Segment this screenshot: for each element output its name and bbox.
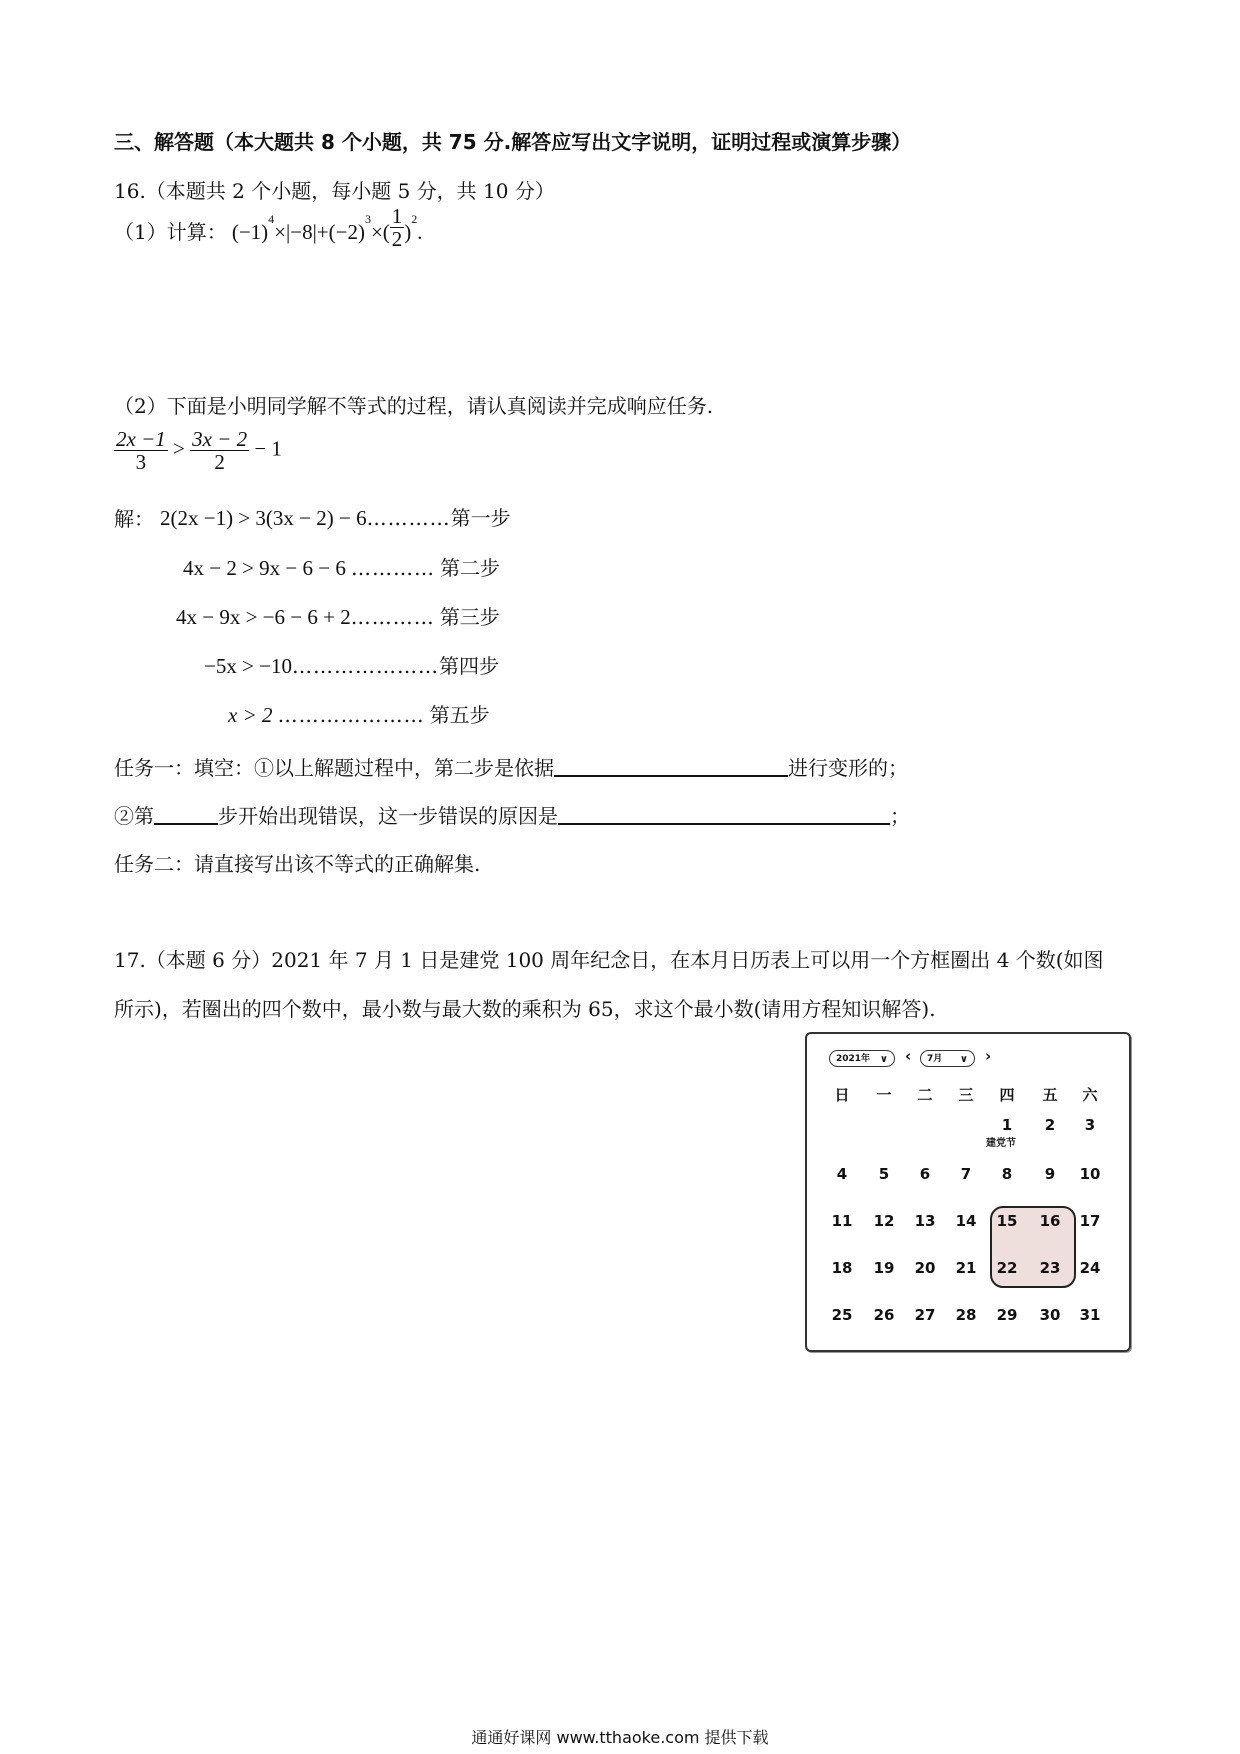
calendar-day: 9 (1044, 1165, 1056, 1183)
calendar-day: 3 (1084, 1116, 1096, 1134)
weekday-label: 六 (1082, 1086, 1098, 1104)
calendar-day: 7 (960, 1165, 972, 1183)
calendar-day: 28 (955, 1306, 977, 1324)
calendar-day: 11 (831, 1212, 853, 1230)
blank-step-number[interactable] (154, 803, 218, 825)
chevron-right-icon: › (985, 1047, 992, 1065)
blank-error-reason[interactable] (558, 803, 890, 825)
weekday-label: 四 (999, 1086, 1015, 1104)
q16-header: 16.（本题共 2 个小题，每小题 5 分，共 10 分） (114, 179, 555, 203)
calendar-day: 5 (878, 1165, 890, 1183)
calendar-day: 17 (1079, 1212, 1101, 1230)
step-2: 4x − 2 > 9x − 6 − 6 ………… 第二步 (183, 556, 501, 580)
calendar-day: 24 (1079, 1259, 1101, 1277)
calendar-day: 25 (831, 1306, 853, 1324)
calendar-day: 18 (831, 1259, 853, 1277)
q17-line2: 所示)，若圈出的四个数中，最小数与最大数的乘积为 65，求这个最小数(请用方程知识解答). (114, 997, 936, 1021)
month-select: 7月 ∨ (920, 1050, 975, 1067)
inequality: $\frac{2x -1}{3}$ > $\frac{3x - 2}{2}$ − 1 (116, 427, 282, 475)
calendar-day: 31 (1079, 1306, 1101, 1324)
calendar-day: 1 (1001, 1116, 1013, 1134)
weekday-label: 五 (1042, 1086, 1058, 1104)
step-1: 2(2x −1) > 3(3x − 2) − 6…………第一步 (160, 506, 511, 530)
weekday-label: 三 (958, 1086, 974, 1104)
step-4: −5x > −10…………………第四步 (204, 654, 500, 678)
footer-text: 通通好课网 www.tthaoke.com 提供下载 (471, 1728, 769, 1747)
chevron-left-icon: ‹ (905, 1047, 912, 1065)
q17-line1: 17.（本题 6 分）2021 年 7 月 1 日是建党 100 周年纪念日，在本月日历表上可以用一个方框圈出 4 个数(如图 (114, 948, 1104, 972)
calendar-day: 2 (1044, 1116, 1056, 1134)
step-5: x > 2 ………………… 第五步 (228, 703, 490, 727)
q16-part1 (114, 203, 423, 251)
blank-basis[interactable] (554, 755, 788, 777)
weekday-label: 日 (834, 1086, 850, 1104)
calendar-day: 4 (836, 1165, 848, 1183)
calendar-day: 29 (996, 1306, 1018, 1324)
calendar-day: 19 (873, 1259, 895, 1277)
solve-label: 解： (114, 507, 154, 531)
calendar-day: 21 (955, 1259, 977, 1277)
section-heading: 三、解答题（本大题共 8 个小题，共 75 分.解答应写出文字说明，证明过程或演算步骤） (114, 130, 912, 154)
calendar-day: 12 (873, 1212, 895, 1230)
calendar-day: 30 (1039, 1306, 1061, 1324)
calendar-day: 13 (914, 1212, 936, 1230)
year-select: 2021年 ∨ (829, 1050, 895, 1067)
calendar-day: 26 (873, 1306, 895, 1324)
step-3: 4x − 9x > −6 − 6 + 2………… 第三步 (176, 605, 500, 629)
weekday-label: 二 (917, 1086, 933, 1104)
q16-part1-expression: $(-1)^4\times|-8|+(-2)^3\times$( $\frac{1}{2}$ )$^2$. (231, 203, 423, 251)
task1-line-a: 任务一：填空：①以上解题过程中，第二步是依据 进行变形的； (114, 756, 908, 780)
task2-line: 任务二：请直接写出该不等式的正确解集. (114, 852, 481, 876)
calendar-day: 27 (914, 1306, 936, 1324)
q16-part2-intro: （2）下面是小明同学解不等式的过程，请认真阅读并完成响应任务. (114, 394, 714, 418)
calendar-day: 15 (996, 1212, 1018, 1230)
q16-part1-label: （1）计算： (114, 220, 227, 244)
calendar-day: 14 (955, 1212, 977, 1230)
calendar-day: 16 (1039, 1212, 1061, 1230)
task1-line-b: ②第 步开始出现错误，这一步错误的原因是 ； (114, 804, 910, 828)
festival-label: 建党节 (986, 1138, 1016, 1149)
calendar-day: 20 (914, 1259, 936, 1277)
calendar-day: 22 (996, 1259, 1018, 1277)
calendar-day: 23 (1039, 1259, 1061, 1277)
weekday-label: 一 (876, 1086, 892, 1104)
calendar-figure (805, 1032, 1131, 1352)
calendar-day: 6 (919, 1165, 931, 1183)
calendar-day: 10 (1079, 1165, 1101, 1183)
calendar-day: 8 (1001, 1165, 1013, 1183)
